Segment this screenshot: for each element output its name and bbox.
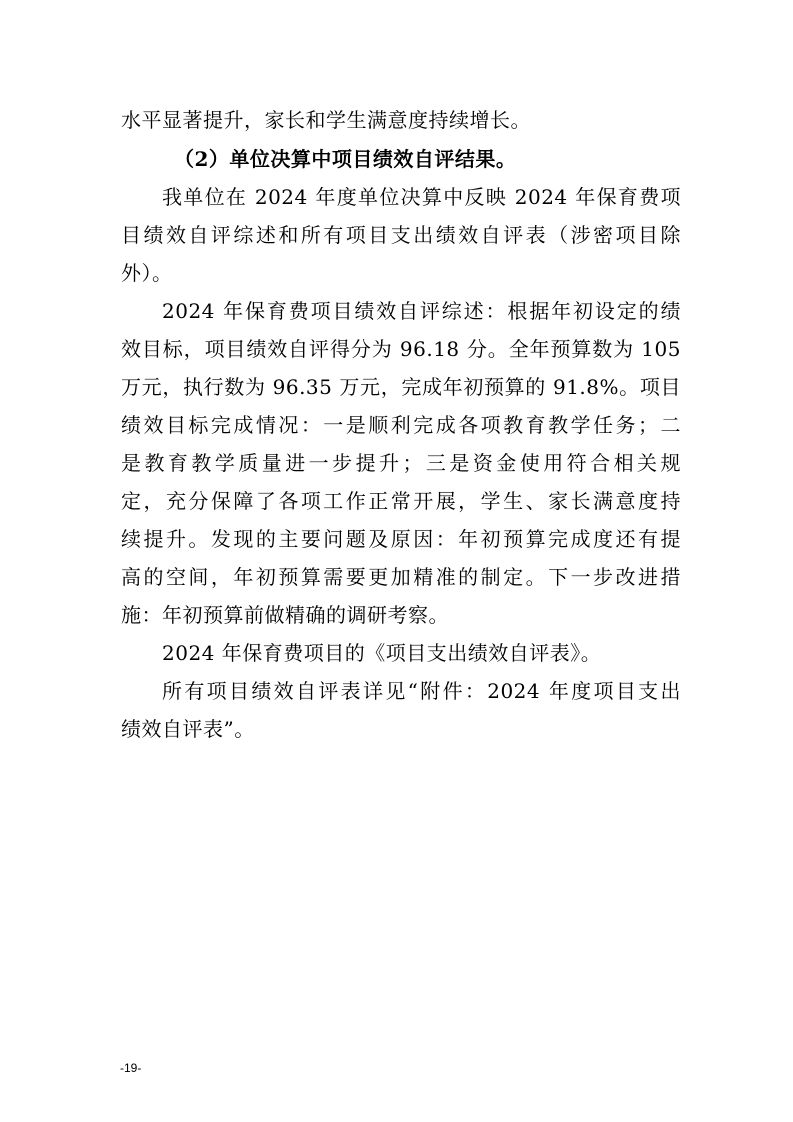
paragraph-1-line-1: 我单位在 2024 年度单位决算中反映 2024 年保育费项 xyxy=(162,185,681,209)
paragraph-2-line-2: 效目标，项目绩效自评得分为 96.18 分。全年预算数为 105 xyxy=(121,337,681,361)
paragraph-continuation-line: 水平显著提升，家长和学生满意度持续增长。 xyxy=(121,108,531,132)
paragraph-2-line-7: 续提升。发现的主要问题及原因：年初预算完成度还有提 xyxy=(121,527,681,551)
paragraph-2-line-6: 定，充分保障了各项工作正常开展，学生、家长满意度持 xyxy=(121,489,681,513)
paragraph-1-line-3: 外）。 xyxy=(121,261,173,285)
paragraph-2-line-5: 是教育教学质量进一步提升；三是资金使用符合相关规 xyxy=(121,451,681,475)
page-number: -19- xyxy=(120,1061,142,1075)
paragraph-2-line-3: 万元，执行数为 96.35 万元，完成年初预算的 91.8%。项目 xyxy=(121,375,681,399)
paragraph-1-line-2: 目绩效自评综述和所有项目支出绩效自评表（涉密项目除 xyxy=(121,223,681,247)
paragraph-3-line-1: 2024 年保育费项目的《项目支出绩效自评表》。 xyxy=(162,641,602,665)
paragraph-2-line-9: 施：年初预算前做精确的调研考察。 xyxy=(121,603,449,627)
section-heading: （2）单位决算中项目绩效自评结果。 xyxy=(174,147,517,171)
paragraph-4-line-1: 所有项目绩效自评表详见“附件：2024 年度项目支出 xyxy=(162,679,681,703)
paragraph-4-line-2: 绩效自评表”。 xyxy=(121,717,255,741)
paragraph-2-line-1: 2024 年保育费项目绩效自评综述：根据年初设定的绩 xyxy=(162,299,681,323)
paragraph-2-line-8: 高的空间，年初预算需要更加精准的制定。下一步改进措 xyxy=(121,565,681,589)
paragraph-2-line-4: 绩效目标完成情况：一是顺利完成各项教育教学任务；二 xyxy=(121,413,681,437)
